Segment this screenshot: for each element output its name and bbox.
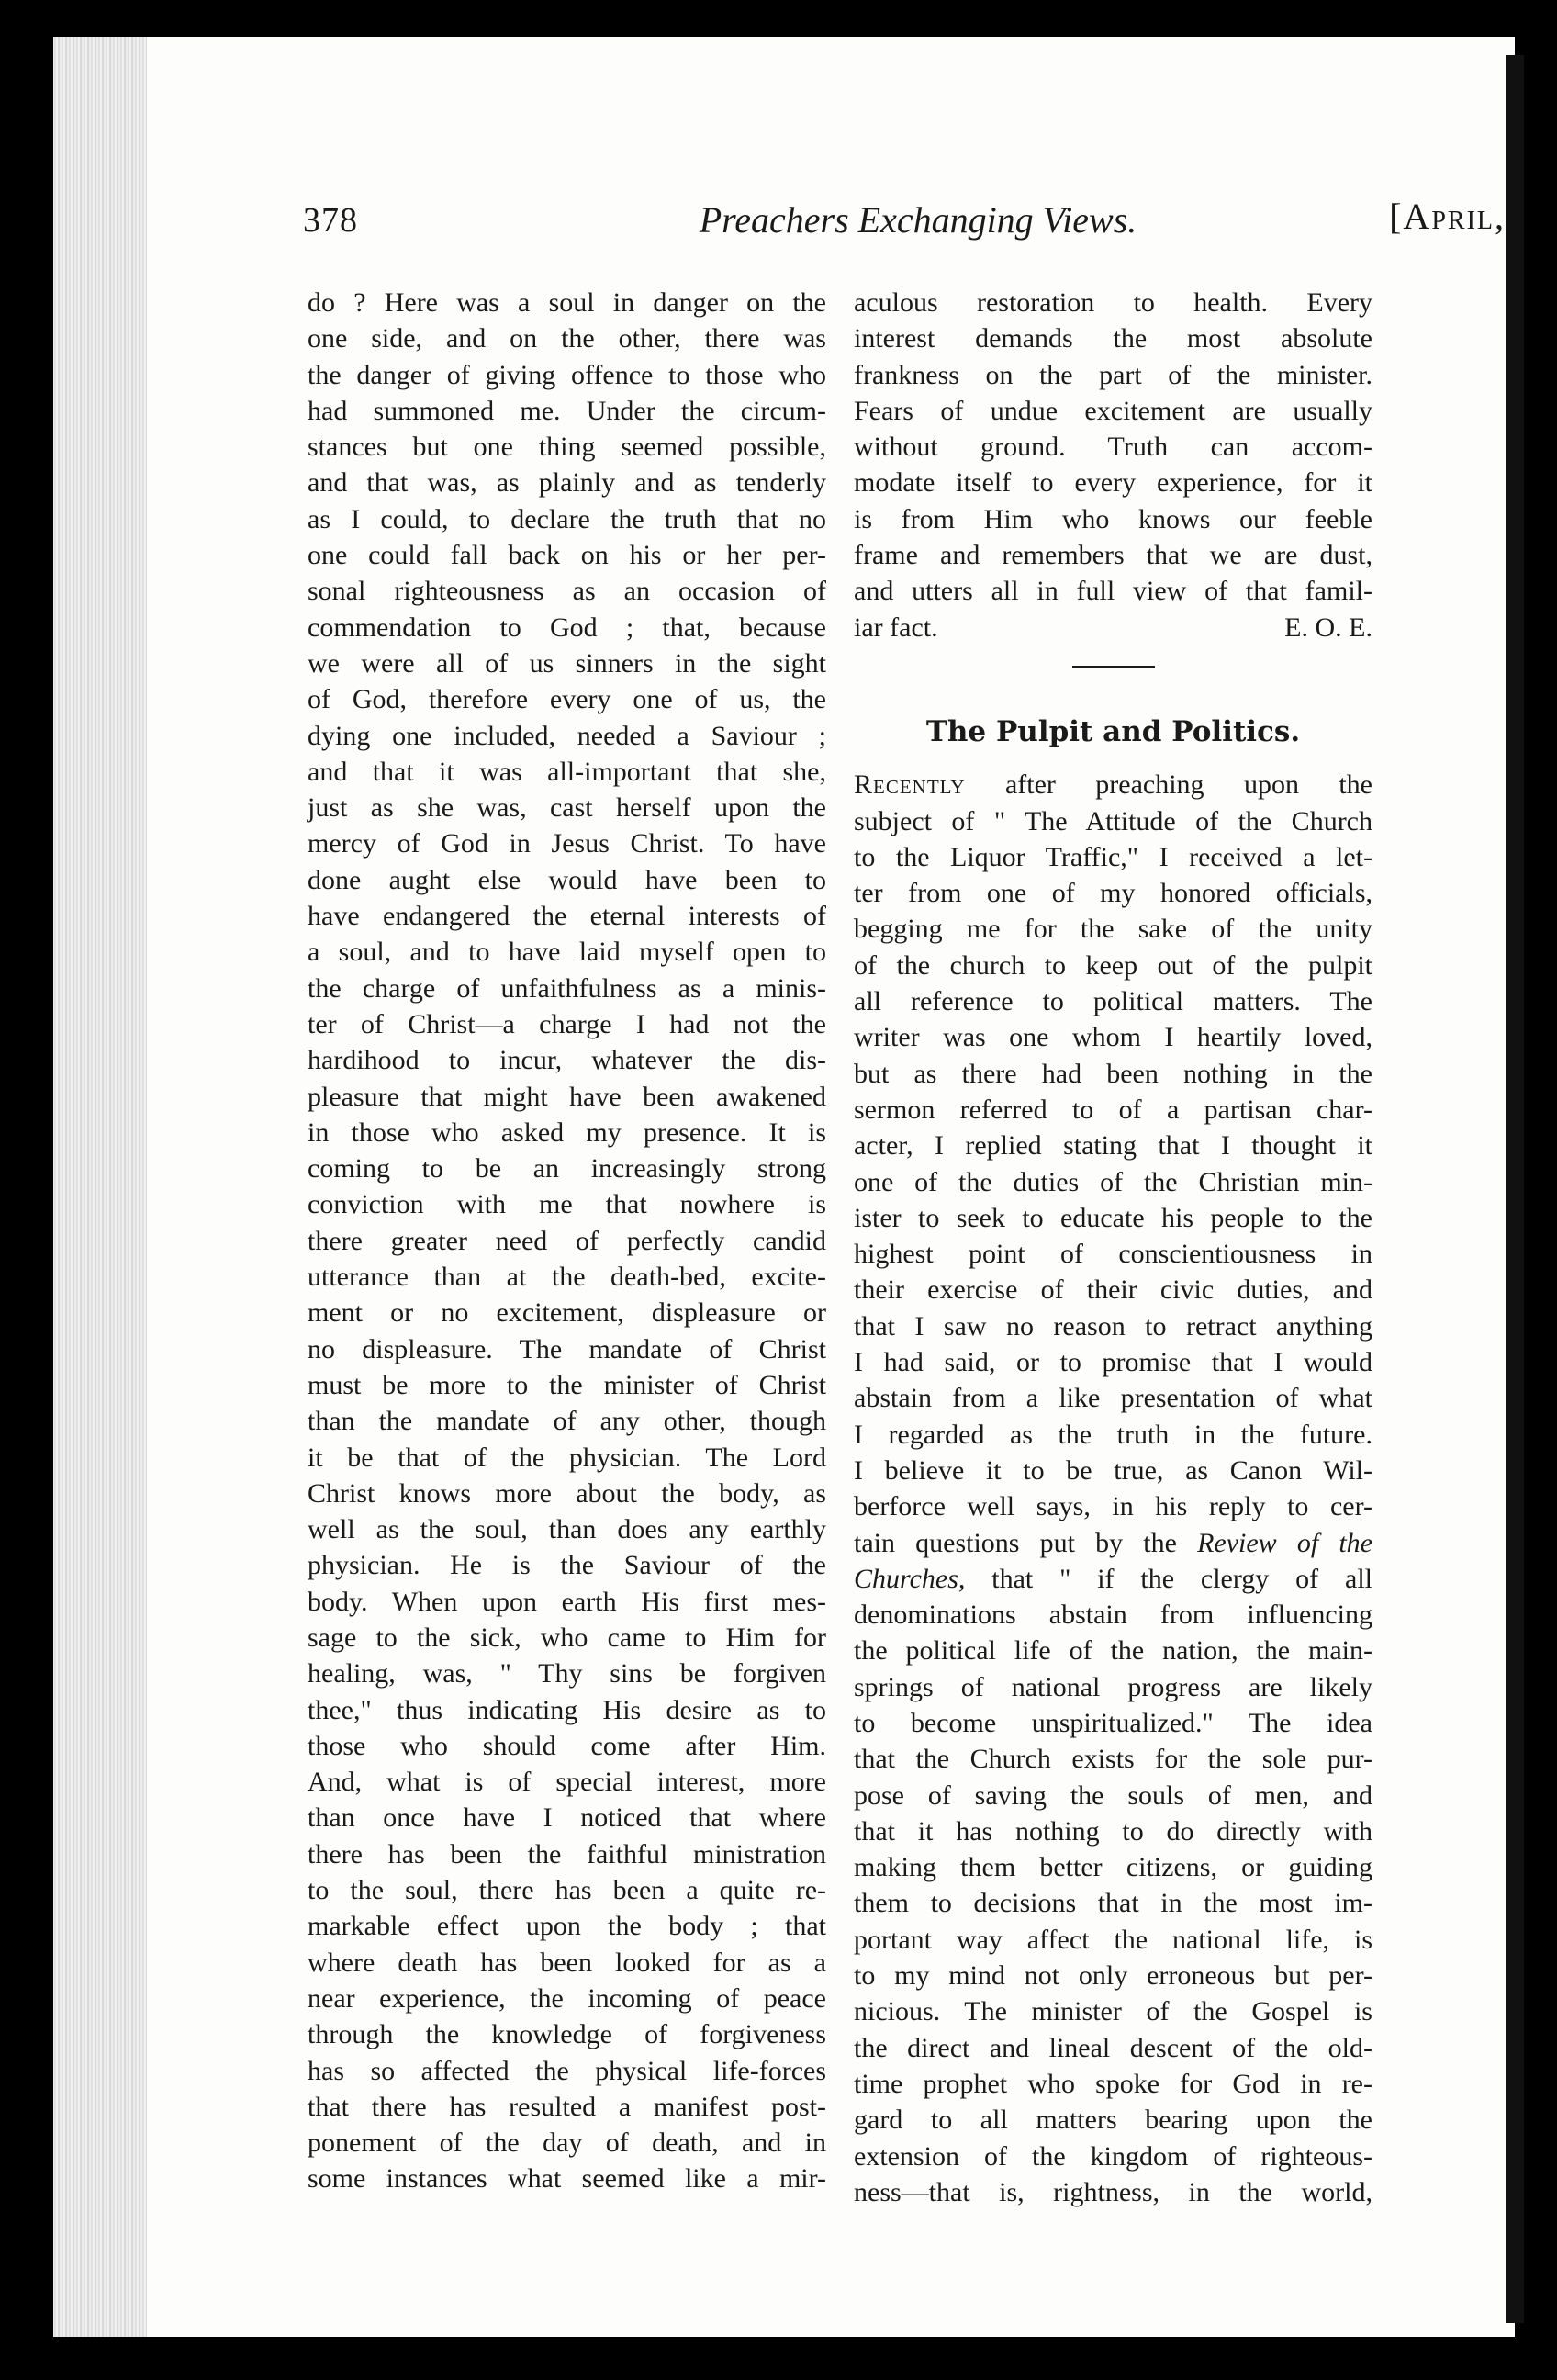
text-line: healing, was, " Thy sins be forgiven [308,1658,826,1690]
text-line: and that it was all-important that she, [308,756,826,787]
text-line: of God, therefore every one of us, the [308,684,826,715]
text-line: aculous restoration to health. Every [854,287,1372,318]
text-line: I had said, or to promise that I would [854,1347,1372,1378]
text-line: one of the duties of the Christian min- [854,1166,1372,1197]
text-line: ness—that is, rightness, in the world, [854,2176,1372,2207]
text-line: markable effect upon the body ; that [308,1911,826,1942]
lead-word: Recently [854,769,966,801]
text-line: must be more to the minister of Christ [308,1369,826,1400]
text-line: dying one included, needed a Saviour ; [308,720,826,751]
text-line: ter of Christ—a charge I had not the [308,1008,826,1039]
spine-shadow [1506,55,1524,2323]
text-line: near experience, the incoming of peace [308,1982,826,2014]
page-header [303,174,1506,239]
text-line: we were all of us sinners in the sight [308,647,826,679]
text-line: body. When upon earth His first mes- [308,1586,826,1617]
text-line: that it has nothing to do directly with [854,1815,1372,1847]
text-line: And, what is of special interest, more [308,1767,826,1798]
signoff-initials: E. O. E. [1284,612,1372,643]
text-line: have endangered the eternal interests of [308,901,826,932]
text-line: stances but one thing seemed possible, [308,432,826,463]
text-line: ter from one of my honored officials, [854,878,1372,909]
header-month: [April, [1389,196,1506,237]
text-line: it be that of the physician. The Lord [308,1442,826,1473]
text-line: frankness on the part of the minister. [854,359,1372,390]
text-line: some instances what seemed like a mir- [308,2163,826,2195]
text-line: as I could, to declare the truth that no [308,503,826,534]
signoff-text: iar fact. [854,612,938,643]
text-line: berforce well says, in his reply to cer- [854,1491,1372,1522]
text-line: writer was one whom I heartily loved, [854,1022,1372,1053]
text-line: pleasure that might have been awakened [308,1081,826,1112]
text-line: hardihood to incur, whatever the dis- [308,1045,826,1076]
text-line: commendation to God ; that, because [308,612,826,643]
text-line: nicious. The minister of the Gospel is [854,1996,1372,2027]
text-line: conviction with me that nowhere is [308,1189,826,1220]
book-page [147,37,1515,2337]
text-line: abstain from a like presentation of what [854,1383,1372,1414]
page-number: 378 [303,201,358,240]
text-line: I believe it to be true, as Canon Wil- [854,1454,1372,1486]
text-line: one could fall back on his or her per- [308,540,826,571]
text-line: no displeasure. The mandate of Christ [308,1333,826,1364]
text-line: ment or no excitement, displeasure or [308,1297,826,1329]
text-line: ponement of the day of death, and in [308,2127,826,2159]
text-line: making them better citizens, or guiding [854,1852,1372,1883]
text-line: time prophet who spoke for God in re- [854,2068,1372,2099]
text-line: gard to all matters bearing upon the [854,2105,1372,2136]
text-line: do ? Here was a soul in danger on the [308,287,826,318]
text-line: all reference to political matters. The [854,986,1372,1017]
text-line: through the knowledge of forgiveness [308,2019,826,2050]
text-line: portant way affect the national life, is [854,1924,1372,1955]
text-line: them to decisions that in the most im- [854,1888,1372,1919]
text-line: to the Liquor Traffic," I received a let- [854,841,1372,872]
running-title: Preachers Exchanging Views. [699,199,1137,241]
text-line: there greater need of perfectly candid [308,1225,826,1256]
text-line: begging me for the sake of the unity [854,914,1372,945]
text-line: subject of " The Attitude of the Church [854,805,1372,836]
text-line: thee," thus indicating His desire as to [308,1694,826,1725]
review-title-cont: Churches, [854,1563,966,1594]
text-line: to become unspiritualized." The idea [854,1707,1372,1738]
text-line: in those who asked my presence. It is [308,1117,826,1148]
text-line: done aught else would have been to [308,864,826,895]
text-line: is from Him who knows our feeble [854,503,1372,534]
text-line: their exercise of their civic duties, and [854,1274,1372,1306]
text-line: denominations abstain from influencing [854,1600,1372,1631]
section-title: The Pulpit and Politics. [925,714,1301,748]
text-line: modate itself to every experience, for it [854,467,1372,499]
text-line: pose of saving the souls of men, and [854,1779,1372,1811]
text-line: utterance than at the death-bed, excite- [308,1262,826,1293]
text-line: sonal righteousness as an occasion of [308,576,826,607]
text-line: springs of national progress are likely [854,1671,1372,1702]
book-page-edges [53,37,149,2337]
text-line: the direct and lineal descent of the old- [854,2032,1372,2063]
text-line: that I saw no reason to retract anything [854,1310,1372,1342]
left-column [308,285,826,2197]
text-line: and utters all in full view of that famil- [854,576,1372,607]
text-line: coming to be an increasingly strong [308,1153,826,1184]
text-line: physician. He is the Saviour of the [308,1550,826,1581]
text-line: that the Church exists for the sole pur- [854,1744,1372,1775]
signoff-line [854,610,1372,646]
text-line: than the mandate of any other, though [308,1406,826,1437]
section-divider [1072,666,1155,668]
text-line: than once have I noticed that where [308,1802,826,1834]
text-line: the charge of unfaithfulness as a minis- [308,972,826,1004]
text-line: those who should come after Him. [308,1730,826,1761]
text-line: highest point of conscientiousness in [854,1239,1372,1270]
text-line: well as the soul, than does any earthly [308,1514,826,1545]
text-line: there has been the faithful ministration [308,1838,826,1869]
text-line: that there has resulted a manifest post- [308,2091,826,2122]
text-line: a soul, and to have laid myself open to [308,937,826,968]
text-line: of the church to keep out of the pulpit [854,949,1372,981]
text-line: has so affected the physical life-forces [308,2055,826,2086]
text-line: just as she was, cast herself upon the [308,792,826,824]
text-line: mercy of God in Jesus Christ. To have [308,828,826,859]
text-line: the political life of the nation, the main- [854,1635,1372,1667]
review-title: Review of the [1197,1527,1372,1558]
text-line: to my mind not only erroneous but per- [854,1960,1372,1992]
text-line: had summoned me. Under the circum- [308,395,826,426]
text-line: interest demands the most absolute [854,323,1372,354]
text-line: Fears of undue excitement are usually [854,395,1372,426]
text-line: tain questions put by the Review of the [854,1527,1372,1558]
text-line: the danger of giving offence to those who [308,359,826,390]
text-line: sage to the sick, who came to Him for [308,1622,826,1653]
right-column [854,285,1372,2210]
text-line: where death has been looked for as a [308,1947,826,1978]
review-line: Churches, that " if the clergy of all [854,1563,1372,1594]
text-line: I regarded as the truth in the future. [854,1419,1372,1450]
text-line: one side, and on the other, there was [308,323,826,354]
text-line: and that was, as plainly and as tenderly [308,467,826,499]
text-line: acter, I replied stating that I thought it [854,1130,1372,1162]
section-lead-line: Recently after preaching upon the [854,769,1372,801]
text-line: frame and remembers that we are dust, [854,540,1372,571]
text-line: extension of the kingdom of righteous- [854,2140,1372,2172]
text-line: ister to seek to educate his people to the [854,1202,1372,1233]
text-line: Christ knows more about the body, as [308,1477,826,1509]
text-line: but as there had been nothing in the [854,1058,1372,1089]
text-line: to the soul, there has been a quite re- [308,1875,826,1906]
text-line: sermon referred to of a partisan char- [854,1094,1372,1125]
text-line: without ground. Truth can accom- [854,432,1372,463]
